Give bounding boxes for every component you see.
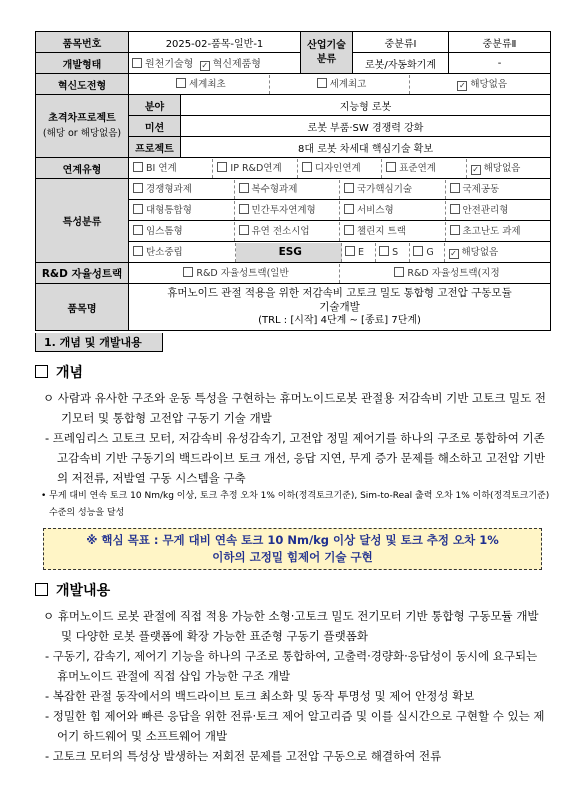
mid-class-label: 중분류Ⅰ	[353, 32, 449, 53]
concept-paragraph-3: • 무게 대비 연속 토크 10 Nm/kg 이상, 토크 추정 오차 1% 이하(정격토크기준), Sim-to-Real 출력 오차 1% 이하(정격토크기준) 수준의 성능을 달성	[41, 491, 550, 518]
trl-range: (TRL : [시작] 4단계 ~ [종료] 7단계)	[258, 315, 421, 326]
sub-class-label: 중분류Ⅱ	[449, 32, 551, 53]
concept-paragraph-1: ㅇ 사람과 유사한 구조와 운동 특성을 구현하는 휴머노이드로봇 관절용 저감속비 기반 고토크 밀도 전기모터 및 통합형 고전압 구동기 기술 개발	[43, 391, 546, 425]
esg-opt-s[interactable]: S	[376, 243, 410, 262]
link-opt-design[interactable]: 디자인연계	[298, 159, 382, 178]
concept-heading: 개념	[35, 362, 550, 382]
item-no-label: 품목번호	[36, 32, 129, 53]
info-table	[35, 31, 551, 331]
concept-paragraph-2: - 프레임리스 고토크 모터, 저감속비 유성감속기, 고전압 정밀 제어기를 하나의 구조로 통합하여 기존 고감속비 기반 구동기의 백드라이브 토크 개선, 응답 지연, 무게 증가 문제를 해소하고 고전압 기반의 저전류, 저발열 구동 시스템을 구축	[45, 431, 546, 485]
project-label: 프로젝트	[129, 137, 181, 158]
dev-type-opt2[interactable]: ✓ 혁신제품형	[201, 59, 261, 70]
feature-opt[interactable]: 임스톰형	[129, 222, 235, 241]
mission-label: 미션	[129, 116, 181, 137]
rd-track-label: R&D 자율성트랙	[36, 263, 129, 284]
feature-opt[interactable]: 국제공동	[446, 180, 551, 199]
item-name-value: 휴머노이드 관절 적용을 위한 저감속비 고토크 밀도 통합형 고전압 구동모듈 기술개발 (TRL : [시작] 4단계 ~ [종료] 7단계)	[129, 284, 551, 331]
link-type-label: 연계유형	[36, 158, 129, 179]
esg-opt-e[interactable]: E	[342, 243, 376, 262]
mission-value: 로봇 부품·SW 경쟁력 강화	[181, 116, 551, 137]
field-value: 지능형 로봇	[181, 95, 551, 116]
item-name-label: 품목명	[36, 284, 129, 331]
innovation-label: 혁신도전형	[36, 74, 129, 95]
esg-opt-g[interactable]: G	[410, 243, 443, 262]
dev-paragraph-1: ㅇ 휴머노이드 로봇 관절에 직접 적용 가능한 소형·고토크 밀도 전기모터 기반 통합형 구동모듈 개발 및 다양한 로봇 플랫폼에 확장 가능한 표준형 구동기 플랫폼화	[43, 609, 539, 643]
dev-heading: 개발내용	[35, 580, 550, 600]
feature-label: 특성분류	[36, 179, 129, 263]
innovation-opt2[interactable]: 세계최고	[270, 75, 411, 94]
checkbox-icon[interactable]	[317, 78, 327, 88]
dev-paragraph-4: - 정밀한 힘 제어와 빠른 응답을 위한 전류·토크 제어 알고리즘 및 이를 실시간으로 구현할 수 있는 제어기 하드웨어 및 소프트웨어 개발	[45, 709, 545, 743]
feature-opt-carbon[interactable]: 탄소중립	[129, 243, 236, 262]
innovation-opt1[interactable]: 세계최초	[129, 75, 270, 94]
link-opt-ip[interactable]: IP R&D연계	[213, 159, 297, 178]
document-page	[35, 31, 550, 766]
project-value: 8대 로봇 차세대 핵심기술 확보	[181, 137, 551, 158]
square-bullet-icon	[35, 365, 48, 378]
link-opt-bi[interactable]: BI 연계	[129, 159, 213, 178]
dev-paragraph-2: - 구동기, 감속기, 제어기 기능을 하나의 구조로 통합하여, 고출력·경량화·응답성이 동시에 요구되는 휴머노이드 관절에 직접 삽입 가능한 구조 개발	[45, 649, 538, 683]
mid-class-value: 로봇/자동화기계	[353, 53, 449, 74]
checkbox-checked-icon[interactable]: ✓	[201, 61, 209, 70]
dev-type-label: 개발형태	[36, 53, 129, 74]
section-tab: 1. 개념 및 개발내용	[35, 333, 163, 352]
feature-opt[interactable]: 안전관리형	[446, 201, 551, 220]
rd-track-designated[interactable]: R&D 자율성트랙(지정	[340, 264, 550, 283]
item-no-value: 2025-02-품목-일반-1	[129, 32, 301, 53]
checkbox-checked-icon[interactable]: ✓	[472, 164, 479, 174]
key-target-box: ※ 핵심 목표 : 무게 대비 연속 토크 10 Nm/kg 이상 달성 및 토크 추정 오차 1% 이하의 고정밀 힘제어 기술 구현	[43, 528, 542, 570]
dev-paragraph-5: - 고토크 모터의 특성상 발생하는 저회전 문제를 고전압 구동으로 해결하여 전류	[45, 749, 442, 763]
link-opt-standard[interactable]: 표준연계	[382, 159, 466, 178]
feature-opt[interactable]: 초고난도 과제	[446, 222, 551, 241]
esg-label: ESG	[236, 243, 343, 262]
dev-paragraph-3: - 복잡한 관절 동작에서의 백드라이브 토크 최소화 및 동작 투명성 및 제어 안정성 확보	[45, 689, 475, 703]
feature-opt[interactable]: 경쟁형과제	[129, 180, 235, 199]
checkbox-checked-icon[interactable]: ✓	[450, 248, 457, 258]
gap-project-label: 초격차프로젝트 (해당 or 해당없음)	[36, 95, 129, 158]
rd-track-general[interactable]: R&D 자율성트랙(일반	[129, 264, 340, 283]
checkbox-icon[interactable]	[176, 78, 186, 88]
feature-opt-none[interactable]: ✓ 해당없음	[450, 246, 499, 258]
square-bullet-icon	[35, 583, 48, 596]
sub-class-value: -	[449, 53, 551, 74]
feature-opt[interactable]: 서비스형	[340, 201, 446, 220]
link-opt-none[interactable]: ✓ 해당없음	[472, 162, 521, 174]
checkbox-checked-icon[interactable]: ✓	[458, 80, 466, 90]
feature-opt[interactable]: 민간투자연계형	[235, 201, 341, 220]
dev-type-opt1[interactable]: 원천기술형	[132, 59, 193, 70]
industry-label: 산업기술 분류	[301, 32, 353, 74]
feature-opt[interactable]: 챌린지 트랙	[340, 222, 446, 241]
feature-opt[interactable]: 국가핵심기술	[340, 180, 446, 199]
field-label: 분야	[129, 95, 181, 116]
dev-type-options	[129, 53, 301, 74]
feature-opt[interactable]: 유연 전소시업	[235, 222, 341, 241]
feature-opt[interactable]: 복수형과제	[235, 180, 341, 199]
innovation-opt3[interactable]: ✓ 해당없음	[458, 78, 508, 90]
feature-opt[interactable]: 대형통합형	[129, 201, 235, 220]
checkbox-icon[interactable]	[132, 58, 142, 68]
